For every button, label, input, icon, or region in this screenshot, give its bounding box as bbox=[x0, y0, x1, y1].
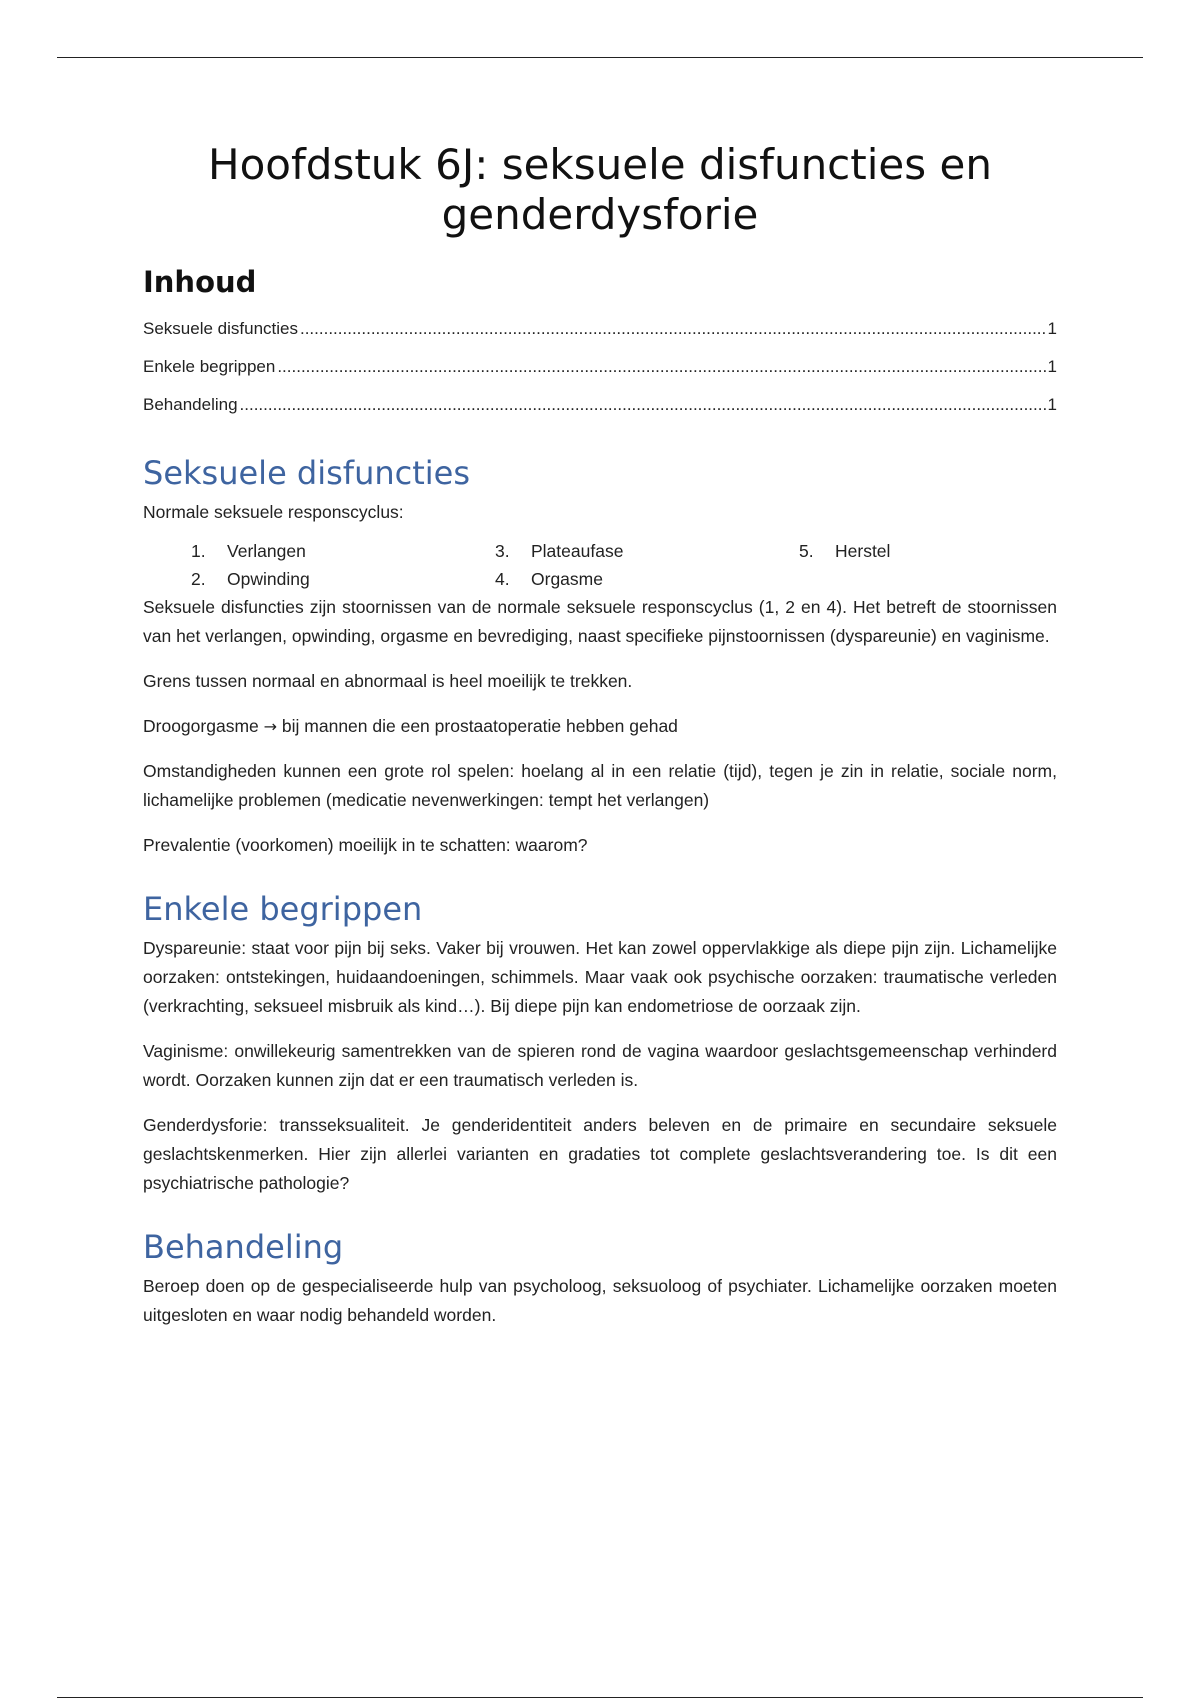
paragraph-text: Droogorgasme bbox=[143, 716, 259, 736]
paragraph: Vaginisme: onwillekeurig samentrekken van de spieren rond de vagina waardoor geslachtsgemeenschap verhinderd wordt. Oorzaken kunnen zijn dat er een traumatisch verleden is. bbox=[143, 1041, 1057, 1090]
list-item-number: 5. bbox=[799, 540, 814, 561]
paragraph: Seksuele disfuncties zijn stoornissen van de normale seksuele responscyclus (1, 2 en 4). Het betreft de stoornissen van het verlangen, opwinding, orgasme en bevrediging, naast specifieke pijnstoornissen (dyspareunie) en vaginisme. bbox=[143, 597, 1057, 646]
page-bottom-rule bbox=[57, 1697, 1143, 1698]
list-item-number: 2. bbox=[191, 568, 206, 589]
list-item bbox=[495, 565, 799, 593]
list-item bbox=[191, 537, 495, 565]
toc-entry[interactable] bbox=[143, 310, 1057, 348]
document-page bbox=[143, 140, 1057, 1346]
toc-leader-dots bbox=[240, 386, 1046, 424]
paragraph: Prevalentie (voorkomen) moeilijk in te schatten: waarom? bbox=[143, 835, 588, 855]
document-title: Hoofdstuk 6J: seksuele disfuncties en genderdysforie bbox=[208, 140, 992, 239]
response-cycle-list bbox=[191, 537, 1057, 593]
toc-entry-page: 1 bbox=[1047, 319, 1057, 338]
paragraph: Beroep doen op de gespecialiseerde hulp van psycholoog, seksuoloog of psychiater. Lichamelijke oorzaken moeten uitgesloten en waar nodig behandeld worden. bbox=[143, 1276, 1057, 1325]
paragraph: Grens tussen normaal en abnormaal is heel moeilijk te trekken. bbox=[143, 671, 633, 691]
toc-leader-dots bbox=[277, 348, 1045, 386]
list-item-label: Plateaufase bbox=[531, 540, 624, 561]
list-item-number: 4. bbox=[495, 568, 510, 589]
list-item-label: Opwinding bbox=[227, 568, 310, 589]
cycle-intro: Normale seksuele responscyclus: bbox=[143, 502, 404, 522]
toc-entry-page: 1 bbox=[1047, 357, 1057, 376]
toc-entry[interactable] bbox=[143, 348, 1057, 386]
section-heading-behandeling: Behandeling bbox=[143, 1228, 344, 1266]
paragraph-text: bij mannen die een prostaatoperatie hebben gehad bbox=[281, 716, 678, 736]
list-item-label: Herstel bbox=[835, 540, 891, 561]
list-item-label: Verlangen bbox=[227, 540, 306, 561]
toc-entry-label: Enkele begrippen bbox=[143, 357, 276, 376]
arrow-right-icon: → bbox=[263, 717, 278, 736]
toc-entry[interactable] bbox=[143, 386, 1057, 424]
list-item-label: Orgasme bbox=[531, 568, 603, 589]
toc-heading: Inhoud bbox=[143, 265, 257, 299]
paragraph: Omstandigheden kunnen een grote rol spelen: hoelang al in een relatie (tijd), tegen je zin in relatie, sociale norm, lichamelijke problemen (medicatie nevenwerkingen: tempt het verlangen) bbox=[143, 761, 1057, 810]
list-item bbox=[799, 537, 1103, 565]
list-item bbox=[495, 537, 799, 565]
toc-entry-label: Seksuele disfuncties bbox=[143, 319, 298, 338]
toc-entry-label: Behandeling bbox=[143, 395, 238, 414]
section-heading-disfuncties: Seksuele disfuncties bbox=[143, 454, 471, 492]
list-item-number: 3. bbox=[495, 540, 510, 561]
list-item bbox=[191, 565, 495, 593]
toc-entry-page: 1 bbox=[1047, 395, 1057, 414]
toc-leader-dots bbox=[300, 310, 1046, 348]
list-item-number: 1. bbox=[191, 540, 206, 561]
paragraph: Dyspareunie: staat voor pijn bij seks. Vaker bij vrouwen. Het kan zowel oppervlakkige als diepe pijn zijn. Lichamelijke oorzaken: ontstekingen, huidaandoeningen, schimmels. Maar vaak ook psychische oorzaken: traumatische verleden (verkrachting, seksueel misbruik als kind…). Bij diepe pijn kan endometriose de oorzaak zijn. bbox=[143, 938, 1057, 1016]
section-heading-begrippen: Enkele begrippen bbox=[143, 890, 423, 928]
paragraph: Genderdysforie: transseksualiteit. Je genderidentiteit anders beleven en de primaire en secundaire seksuele geslachtskenmerken. Hier zijn allerlei varianten en gradaties tot complete geslachtsverandering toe. Is dit een psychiatrische pathologie? bbox=[143, 1115, 1057, 1193]
paragraph-droogorgasme bbox=[143, 712, 1057, 741]
page-top-rule bbox=[57, 57, 1143, 58]
